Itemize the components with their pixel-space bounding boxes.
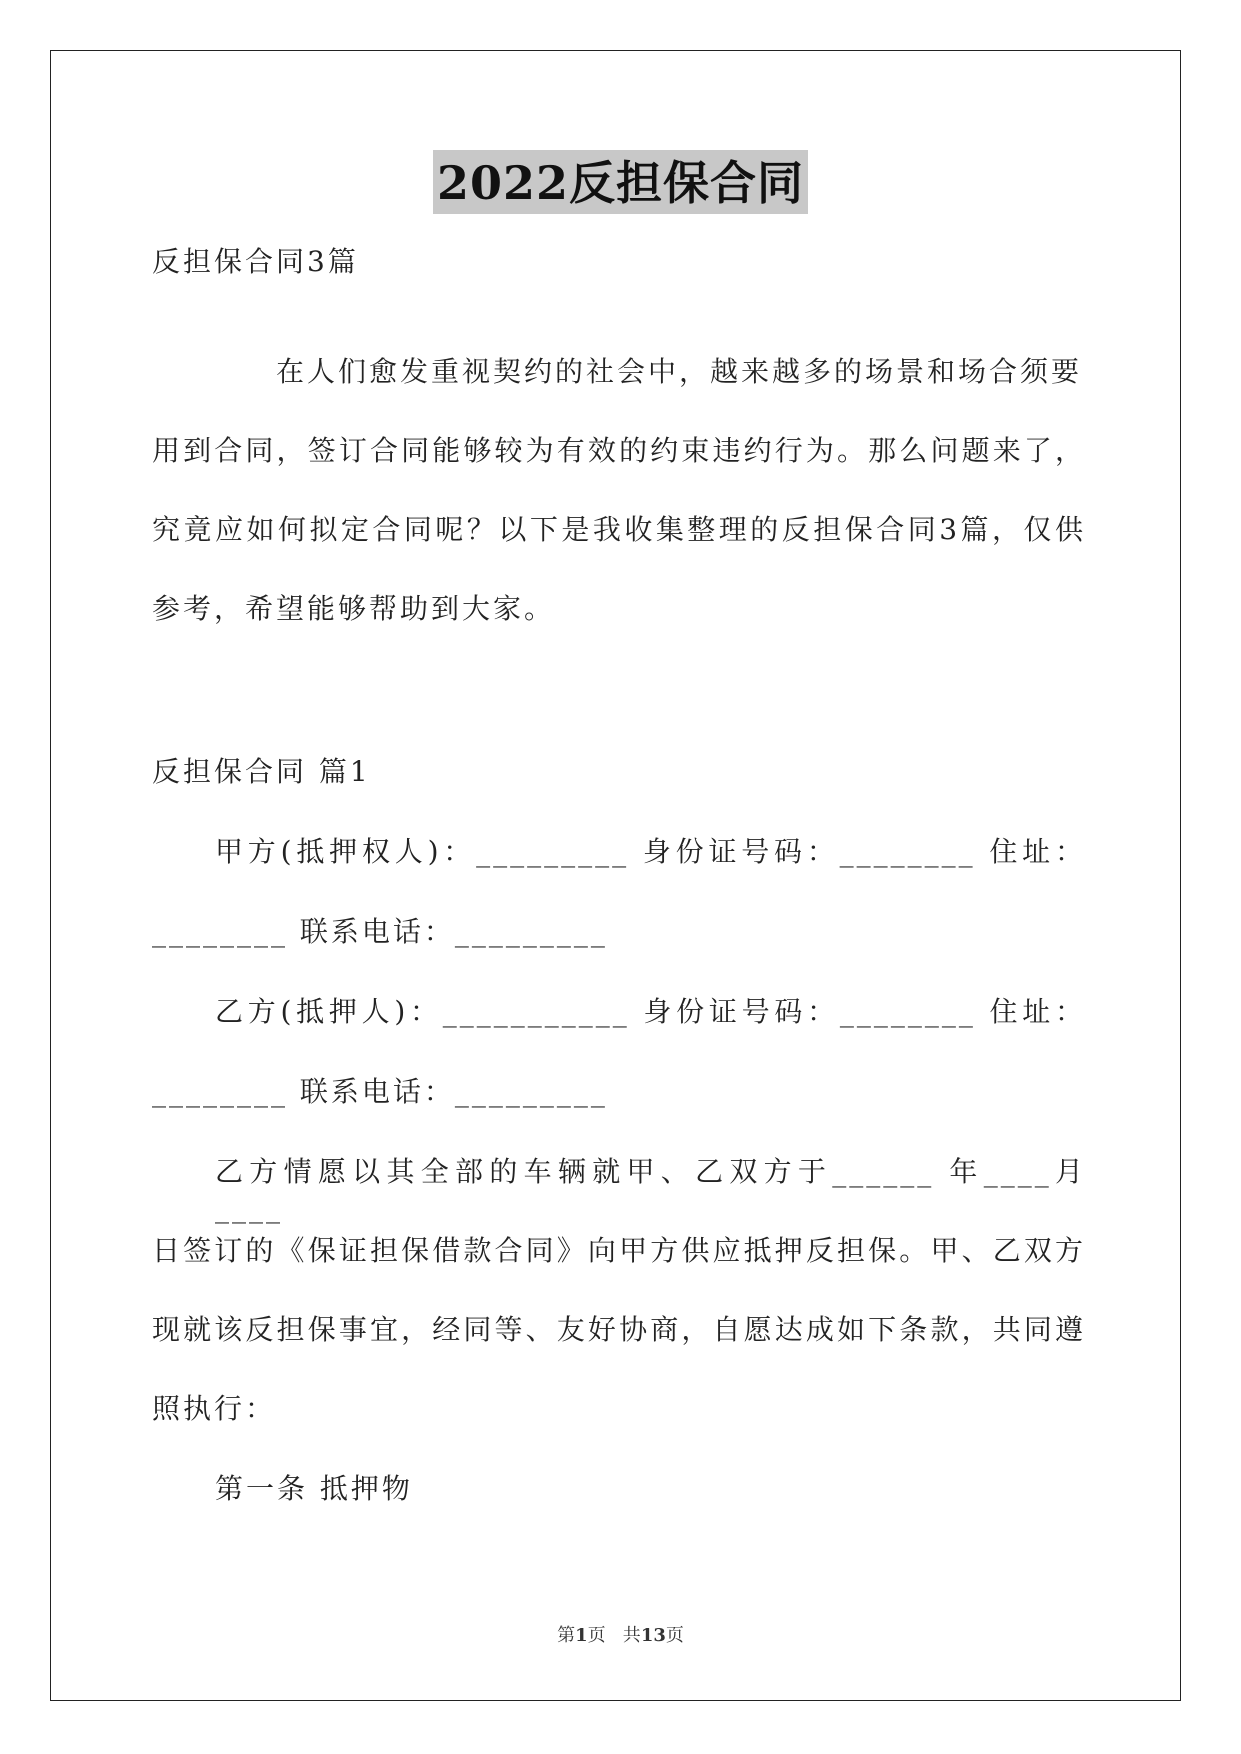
page-border [50,50,1181,1701]
clause-line-1: 乙方情愿以其全部的车辆就甲、乙双方于______ 年____月 ____ [215,1155,1086,1224]
footer-page-number: 1 [575,1625,588,1646]
document-title: 2022反担保合同 [433,150,808,214]
party-a-line-2: ________ 联系电话：_________ [152,915,608,948]
clause-line-3: 现就该反担保事宜，经同等、友好协商，自愿达成如下条款，共同遵 [152,1313,1086,1346]
clause-line-4: 照执行： [152,1392,277,1425]
footer-mid: 页 共 [587,1625,641,1646]
intro-line-2: 用到合同，签订合同能够较为有效的约束违约行为。那么问题来了， [152,434,1086,467]
party-b-line-1: 乙方(抵押人)：___________ 身份证号码：________ 住址： [215,995,1086,1028]
intro-line-1: 在人们愈发重视契约的社会中，越来越多的场景和场合须要 [276,355,1083,388]
article-one-heading: 第一条 抵押物 [215,1472,413,1505]
party-b-line-2: ________ 联系电话：_________ [152,1075,608,1108]
intro-line-4: 参考，希望能够帮助到大家。 [152,592,556,625]
section-heading: 反担保合同 篇1 [152,755,371,788]
footer-suffix: 页 [665,1625,684,1646]
clause-line-2: 日签订的《保证担保借款合同》向甲方供应抵押反担保。甲、乙双方 [152,1234,1086,1267]
page-footer [0,1621,1241,1647]
party-a-line-1: 甲方(抵押权人)：_________ 身份证号码：________ 住址： [215,835,1086,868]
title-container [0,150,1241,214]
footer-prefix: 第 [557,1625,576,1646]
footer-total-pages: 13 [640,1625,666,1646]
document-subtitle: 反担保合同3篇 [152,245,359,278]
intro-line-3: 究竟应如何拟定合同呢？以下是我收集整理的反担保合同3篇，仅供 [152,513,1086,546]
